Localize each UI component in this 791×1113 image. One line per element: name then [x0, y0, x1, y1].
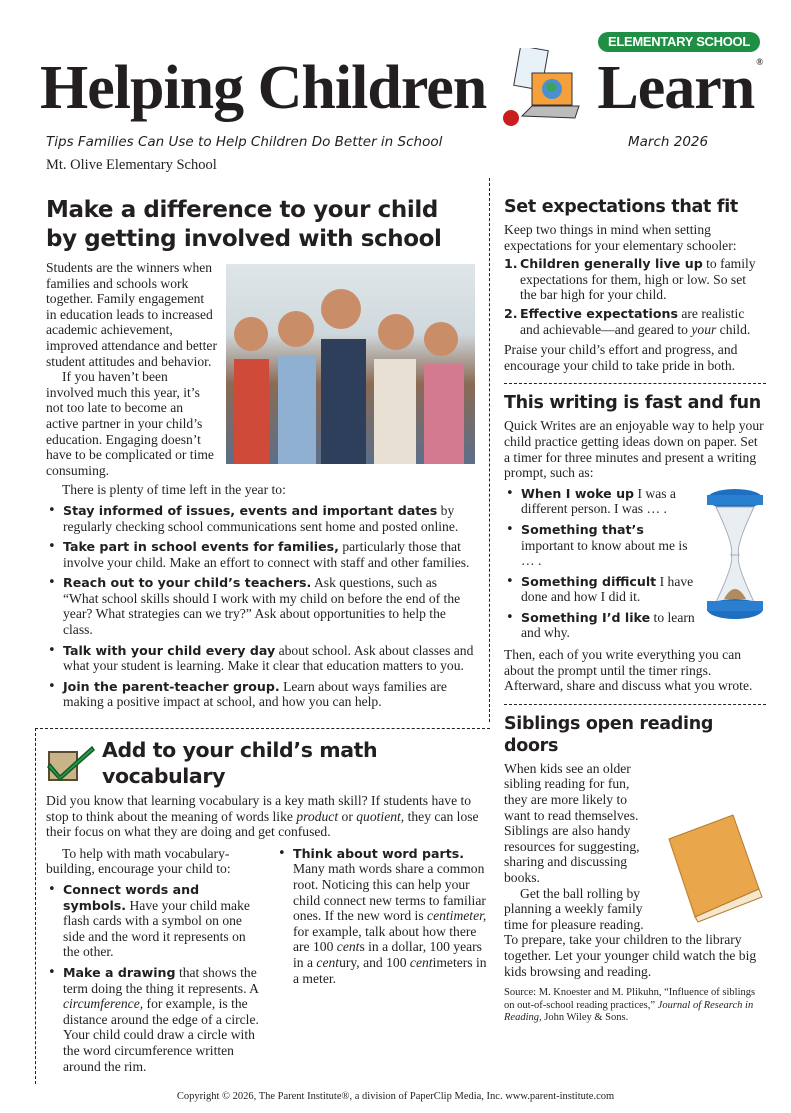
writing-section	[504, 383, 766, 704]
bullet-text: about school. Ask about classes and what your student is learning. Make it clear that education matters to you.	[63, 642, 474, 674]
bullet-bold: Something difficult	[521, 573, 657, 589]
bullet-bold: Think about word parts.	[293, 845, 465, 861]
newsletter-title-part1: Helping Children	[40, 54, 487, 122]
content-columns	[0, 178, 791, 1084]
list-item	[276, 846, 490, 986]
writing-prompts	[504, 486, 766, 641]
main-bullet-list	[46, 503, 475, 710]
item-text: are realistic and achievable—and geared to	[520, 305, 745, 337]
text: ury, and 100	[339, 954, 410, 970]
math-columns	[46, 846, 490, 1074]
siblings-paragraph-1: When kids see an older sibling reading for fun, they are more likely to want to read themselves. Siblings are also handy resources for suggesting, sharing and discussing books.	[504, 760, 640, 885]
bullet-bold: Talk with your child every day	[63, 642, 276, 658]
text: Source: M. Knoester and M. Plikuhn, “Influence of siblings on out-of-school reading practices,”	[504, 987, 756, 1011]
list-item	[46, 679, 475, 710]
item-text: to family expectations for them, high or low. So set the bar high for your child.	[520, 256, 756, 303]
list-item	[46, 575, 475, 637]
bullet-text: I was a different person. I was … .	[521, 485, 676, 517]
bullet-bold: Make a drawing	[63, 964, 176, 980]
list-item	[46, 882, 260, 960]
newsletter-title	[40, 52, 762, 128]
item-text: child.	[716, 321, 751, 337]
math-section	[35, 728, 490, 1084]
source-citation	[504, 987, 766, 1025]
bullet-bold: Join the parent-teacher group.	[63, 678, 280, 694]
list-item	[46, 643, 475, 674]
checkmark-icon	[46, 744, 96, 782]
list-item	[46, 965, 260, 1074]
list-item	[504, 522, 766, 569]
bullet-bold: Something that’s	[521, 521, 644, 537]
tagline: Tips Families Can Use to Help Children Do Better in School	[46, 134, 443, 150]
writing-intro: Quick Writes are an enjoyable way to help your child practice getting ideas down on paper. Set a timer for three minutes and present a writing prompt, such as:	[504, 418, 764, 481]
bullet-bold: Connect words and symbols.	[63, 882, 200, 913]
siblings-title: Siblings open reading doors	[504, 713, 714, 756]
text: Did you know that learning vocabulary is a key math skill? If students have to stop to think about the meaning of words like	[46, 793, 472, 824]
math-header	[46, 737, 490, 789]
text: quotient,	[356, 808, 405, 824]
expectations-title: Set expectations that fit	[504, 197, 738, 217]
bullet-text: Ask questions, such as “What school skills should I work with my child on before the end of the year? What strategies can we try?” Ask about opportunities to help the class.	[63, 575, 461, 638]
math-column-2	[276, 846, 490, 1074]
expectations-outro: Praise your child’s effort and progress, and encourage your child to take pride in both.	[504, 342, 738, 373]
text: product	[296, 808, 339, 824]
bullet-bold: Stay informed of issues, events and important dates	[63, 502, 438, 518]
siblings-paragraph-2: Get the ball rolling by planning a weekly family time for pleasure reading. To prepare, take your children to the library together. Let your younger child watch the big kids browsing and reading.	[504, 885, 757, 979]
bullet-text: important to know about me is … .	[521, 537, 688, 569]
expectations-body	[504, 222, 766, 373]
registered-mark: ®	[756, 57, 762, 67]
school-name: Mt. Olive Elementary School	[46, 157, 217, 173]
text: centimeter,	[427, 908, 487, 924]
main-article	[35, 178, 490, 722]
writing-title: This writing is fast and fun	[504, 393, 761, 414]
list-item	[46, 539, 475, 570]
math-bullet-list-2	[276, 846, 490, 986]
main-paragraph-1: Students are the winners when families and schools work together. Family engagement in education leads to increased academic achievement, improved attendance and better student attitudes and behavior.	[46, 260, 217, 369]
expectations-intro: Keep two things in mind when setting expectations for your elementary schooler:	[504, 222, 737, 253]
list-item	[504, 610, 766, 641]
masthead	[0, 0, 791, 178]
text: John Wiley & Sons.	[541, 1012, 629, 1024]
copyright-footer: Copyright © 2026, The Parent Institute®, a division of PaperClip Media, Inc. www.parent-institute.com	[176, 1091, 615, 1103]
bullet-bold: Take part in school events for families,	[63, 539, 339, 555]
text: they can lose their focus on what they are doing and get confused.	[46, 808, 479, 840]
text: imeters in a meter.	[293, 954, 487, 986]
children-photo	[226, 264, 475, 464]
item-bold: Children generally live up	[520, 256, 703, 272]
newsletter-title-part2	[597, 52, 762, 124]
text: Journal of Research in Reading,	[504, 999, 754, 1024]
bullet-text: Have your child make flash cards with a symbol on one side and the word it represents on the other.	[63, 897, 250, 960]
text: s in a dollar, 100 years in a	[293, 939, 482, 970]
math-intro	[46, 793, 490, 840]
bullet-text: by regularly checking school communications sent home and posted online.	[63, 502, 459, 534]
math-paragraph: To help with math vocabulary-building, encourage your child to:	[46, 845, 231, 877]
book-illustration	[661, 811, 766, 923]
item-number: 1.	[504, 256, 518, 272]
expectations-list	[504, 256, 766, 337]
title-learn: Learn	[597, 54, 755, 122]
math-bullet-list	[46, 882, 260, 1074]
writing-outro: Then, each of you write everything you can about the prompt until the timer rings. Afterward, share and discuss what you wrote.	[504, 647, 753, 694]
text: circumference,	[63, 996, 144, 1012]
issue-date: March 2026	[628, 134, 709, 150]
bullet-bold: When I woke up	[521, 485, 635, 501]
expectations-section	[504, 188, 766, 383]
list-item	[504, 486, 766, 517]
list-item	[504, 574, 766, 605]
bullet-bold: Reach out to your child’s teachers.	[63, 575, 312, 591]
bullet-text: Many math words share a common root. Noticing this can help your child connect new terms to familiar ones. If the new word is	[293, 861, 486, 924]
main-article-title: Make a difference to your child by getting involved with school	[46, 197, 442, 252]
text: for example, talk about how there are 100	[293, 923, 477, 955]
school-supplies-illustration	[497, 48, 587, 128]
bullet-text: Learn about ways families are making a positive impact at school, and how you can help.	[63, 678, 447, 710]
bullet-text: I have done and how I did it.	[521, 573, 694, 605]
list-item	[504, 256, 766, 303]
math-column-1	[46, 846, 260, 1074]
list-item	[46, 503, 475, 534]
right-column	[504, 178, 766, 1084]
bullet-text: particularly those that involve your child. Make an effort to connect with staff and other families.	[63, 539, 470, 570]
item-number: 2.	[504, 305, 518, 321]
left-column	[35, 178, 490, 1084]
text: your	[691, 321, 717, 337]
siblings-section	[504, 704, 766, 1035]
bullet-text: to learn and why.	[521, 609, 695, 641]
item-bold: Effective expectations	[520, 305, 678, 321]
bullet-text: that shows the term doing the thing it represents. A	[63, 964, 259, 996]
bullet-text: for example, is the distance around the edge of a circle. Your child could draw a circle with the word circumference written around the rim.	[63, 996, 259, 1074]
main-paragraph-2: If you haven’t been involved much this year, it’s not too late to become an active partner in your child’s education. Engaging doesn’t have to be complicated or time consuming.	[46, 369, 214, 478]
list-item	[504, 306, 766, 337]
text: cent	[336, 939, 360, 955]
bullet-bold: Something I’d like	[521, 609, 651, 625]
text: or	[338, 808, 357, 824]
text: cent	[316, 954, 340, 970]
math-section-title: Add to your child’s math vocabulary	[102, 738, 378, 789]
main-paragraph-3: There is plenty of time left in the year to:	[62, 482, 286, 498]
elementary-school-badge: ELEMENTARY SCHOOL	[598, 32, 760, 52]
text: cent	[409, 954, 433, 970]
